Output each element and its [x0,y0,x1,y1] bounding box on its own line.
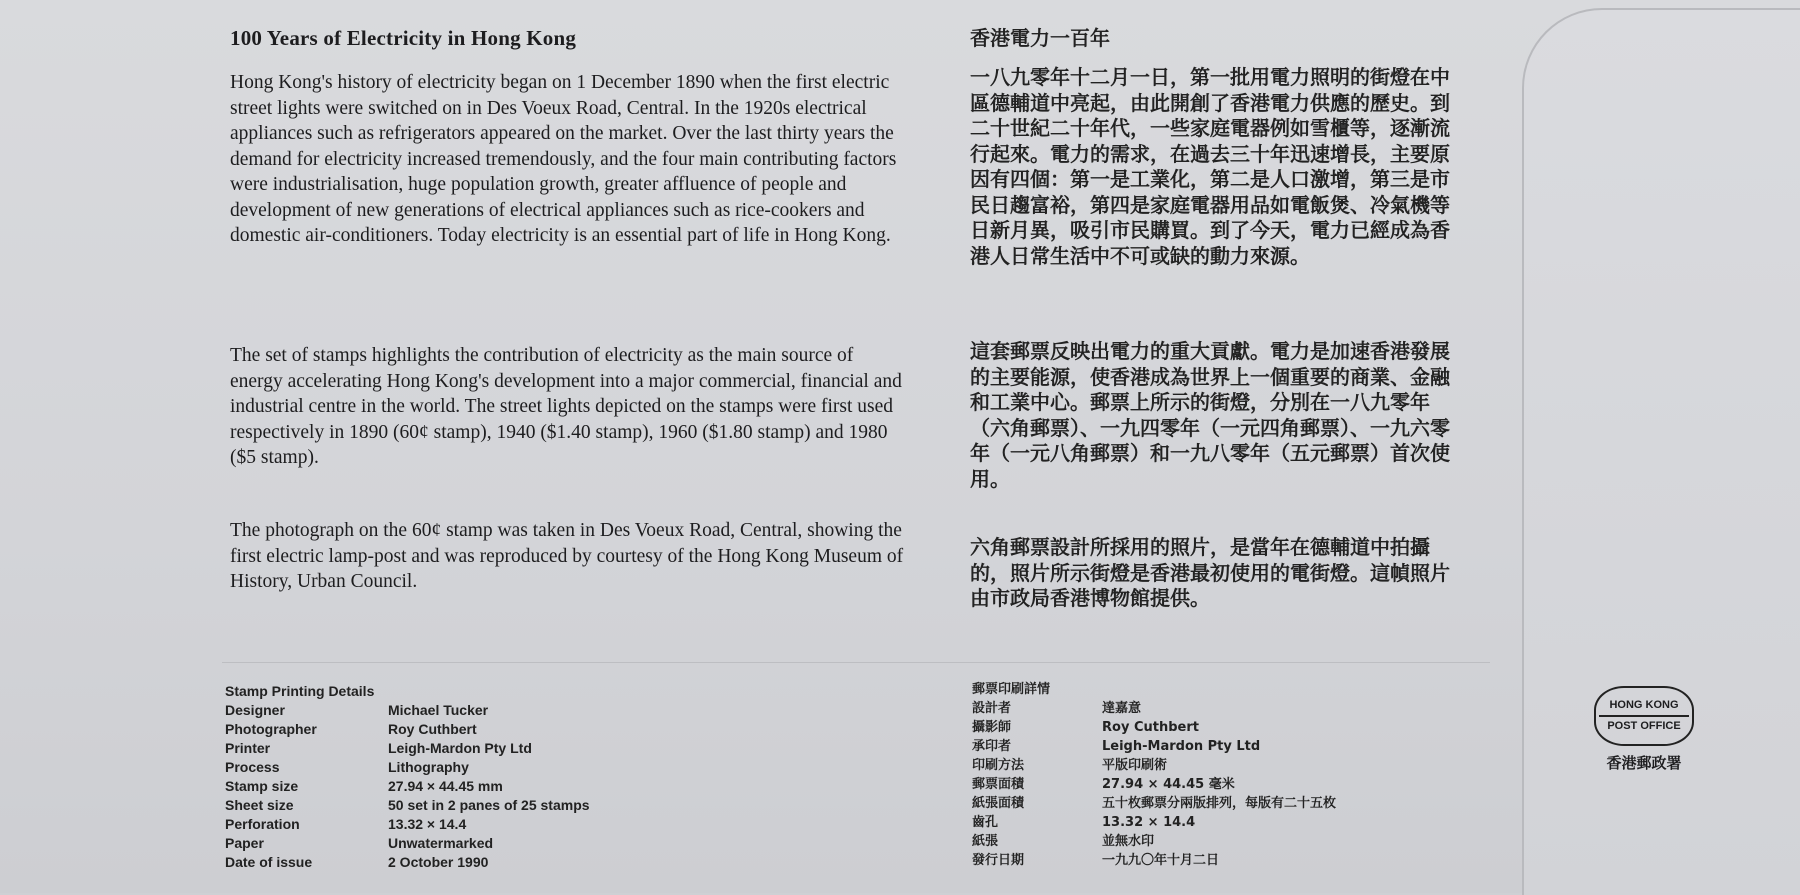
post-office-logo [1594,686,1694,746]
details-row [225,853,745,872]
details-value: 13.32 × 14.4 [1102,815,1196,830]
details-label: Stamp size [225,778,299,794]
details-row [225,758,745,777]
details-label: 設計者 [972,701,1012,716]
details-label: 紙張 [972,834,999,849]
english-paragraph-text: Hong Kong's history of electricity began on 1 December 1890 when the first electric street lights were switched on in Des Voeux Road, Central. In the 1920s electrical appliances such as refrigerators appeared on the market. Over the last thirty years the demand for electricity increased tremendously, and the four main contributing factors were industrialisation, huge population growth, greater affluence of people and development of new generations of electrical appliances such as rice-cookers and domestic air-conditioners. Today electricity is an essential part of life in Hong Kong. [230,72,897,246]
details-value: 一九九〇年十月二日 [1102,853,1220,868]
details-value: 27.94 × 44.45 毫米 [1102,777,1235,792]
chinese-paragraph-2: 這套郵票反映出電力的重大貢獻。電力是加速香港發展的主要能源，使香港成為世界上一個重要的商業、金融和工業中心。郵票上所示的街燈，分別在一八九零年（六角郵票）、一九四零年（一元四角郵票）、一九六零年（一元八角郵票）和一九八零年（五元郵票）首次使用。 [970,339,1450,491]
details-label: Photographer [225,721,317,737]
details-label: Sheet size [225,797,294,813]
post-office-chinese-name: 香港郵政署 [1606,754,1682,772]
printing-details-title-zh: 郵票印刷詳情 [972,682,1051,697]
details-row [972,737,1492,756]
details-value: Michael Tucker [388,702,489,718]
printing-details-en [225,682,745,872]
details-value: 13.32 × 14.4 [388,816,467,832]
details-row [972,851,1492,870]
details-label: Process [225,759,280,775]
details-label: Printer [225,740,271,756]
details-row [225,720,745,739]
logo-line-2: POST OFFICE [1607,719,1681,732]
details-label: Designer [225,702,285,718]
details-row [225,701,745,720]
english-paragraph-text: The set of stamps highlights the contribution of electricity as the main source of energy accelerating Hong Kong's development into a major commercial, financial and industrial centre in the world. The street lights depicted on the stamps were first used respectively in 1890 (60¢ stamp), 1940 ($1.40 stamp), 1960 ($1.80 stamp) and 1980 ($5 stamp). [230,345,902,468]
details-label: 齒孔 [972,815,999,830]
details-row [972,813,1492,832]
details-value: 達嘉意 [1102,701,1142,716]
details-label: 發行日期 [972,853,1025,868]
section-divider [222,662,1490,663]
details-value: Unwatermarked [388,835,494,851]
details-row [972,794,1492,813]
logo-line-1: HONG KONG [1609,699,1679,712]
details-label: Paper [225,835,264,851]
details-value: Leigh-Mardon Pty Ltd [388,740,532,756]
details-row [972,775,1492,794]
details-row [225,796,745,815]
details-value: 五十枚郵票分兩版排列，每版有二十五枚 [1102,796,1337,811]
details-row [225,834,745,853]
details-value: Roy Cuthbert [1102,720,1199,735]
details-value: 27.94 × 44.45 mm [388,778,503,794]
details-label: Perforation [225,816,300,832]
details-row [225,739,745,758]
chinese-paragraph-3: 六角郵票設計所採用的照片，是當年在德輔道中拍攝的，照片所示街燈是香港最初使用的電街燈。這幀照片由市政局香港博物館提供。 [970,535,1450,610]
details-value: Roy Cuthbert [388,721,477,737]
english-paragraph-text: The photograph on the 60¢ stamp was taken in Des Voeux Road, Central, showing the first electric lamp-post and was reproduced by courtesy of the Hong Kong Museum of History, Urban Council. [230,520,904,592]
english-paragraph-1 [230,70,910,249]
details-value: 並無水印 [1102,834,1155,849]
details-row [972,699,1492,718]
printing-details-title: Stamp Printing Details [225,683,375,699]
chinese-paragraph-1: 一八九零年十二月一日，第一批用電力照明的街燈在中區德輔道中亮起，由此開創了香港電力供應的歷史。到二十世紀二十年代，一些家庭電器例如雪櫃等，逐漸流行起來。電力的需求，在過去三十年迅速增長，主要原因有四個：第一是工業化，第二是人口激增，第三是市民日趨富裕，第四是家庭電器用品如電飯煲、冷氣機等日新月異，吸引市民購買。到了今天，電力已經成為香港人日常生活中不可或缺的動力來源。 [970,65,1450,268]
details-value: Lithography [388,759,469,775]
details-label: 郵票面積 [972,777,1025,792]
printing-details-zh [972,680,1492,870]
english-paragraph-2 [230,343,910,471]
english-paragraph-3 [230,518,910,595]
english-title: 100 Years of Electricity in Hong Kong [230,26,577,50]
details-value: 2 October 1990 [388,854,489,870]
details-label: 印刷方法 [972,758,1025,773]
details-label: Date of issue [225,854,313,870]
details-row [972,756,1492,775]
details-value: 平版印刷術 [1102,758,1168,773]
details-label: 紙張面積 [972,796,1025,811]
details-row [225,815,745,834]
logo-divider [1599,715,1689,717]
details-label: 攝影師 [972,720,1012,735]
details-value: Leigh-Mardon Pty Ltd [1102,739,1261,754]
details-row [972,718,1492,737]
details-row [225,777,745,796]
details-value: 50 set in 2 panes of 25 stamps [388,797,590,813]
details-row [972,832,1492,851]
chinese-title: 香港電力一百年 [970,26,1110,50]
details-label: 承印者 [972,739,1012,754]
